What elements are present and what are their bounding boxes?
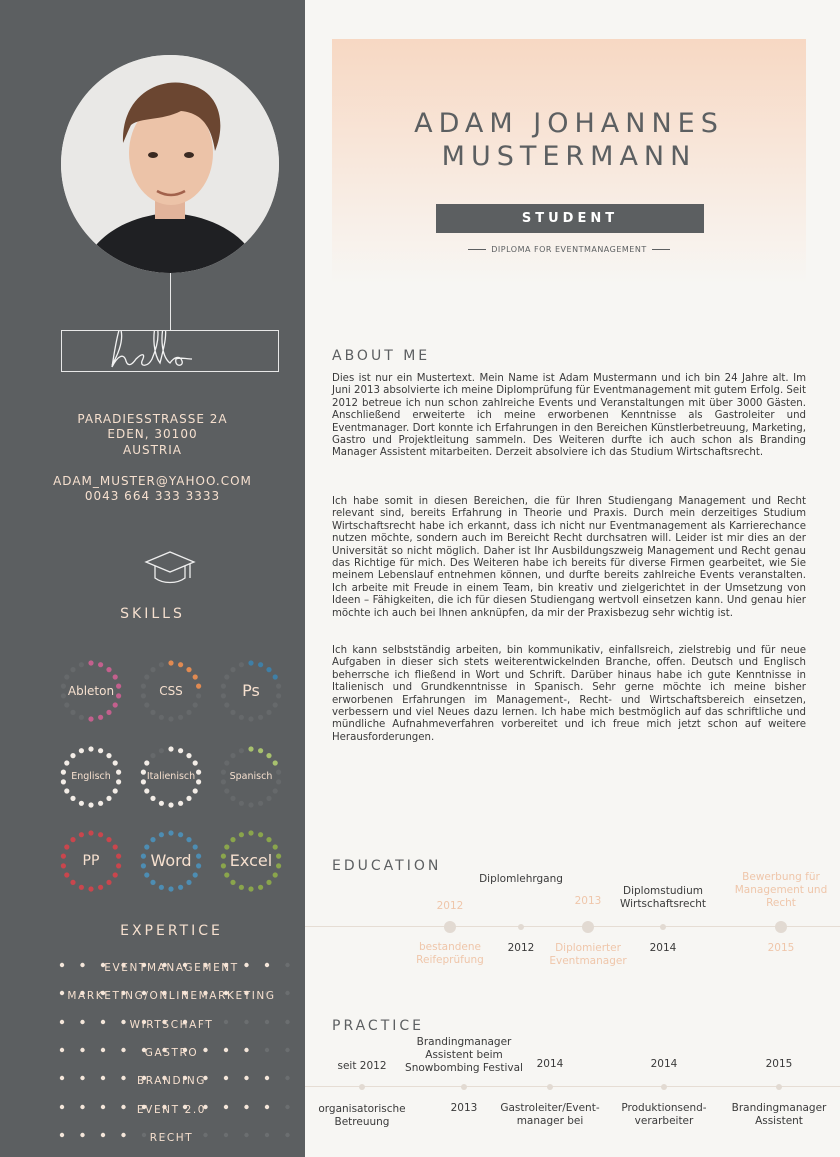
timeline-text: Brandingmanager Assistent (731, 1102, 827, 1127)
address-line-1: PARADIESSTRASSE 2A (77, 412, 228, 426)
expertise-label: EVENTMANAGEMENT (104, 962, 239, 974)
skill-label: CSS (159, 684, 183, 698)
full-name (332, 107, 806, 173)
skill-ring-englisch (59, 745, 123, 809)
timeline-year: 2015 (767, 942, 795, 954)
timeline-dot (661, 1084, 667, 1090)
timeline-dot (461, 1084, 467, 1090)
practice-title: PRACTICE (332, 1018, 425, 1034)
skill-label: Excel (229, 851, 273, 870)
timeline-year: 2013 (574, 895, 602, 907)
timeline-text: Brandingmanager Assistent beim Snowbombing Festival (405, 1036, 523, 1074)
timeline-dot (547, 1084, 553, 1090)
skill-label: Spanisch (229, 771, 273, 782)
phone-number[interactable]: 0043 664 333 3333 (84, 489, 221, 503)
skills-title: SKILLS (120, 606, 185, 622)
role-badge: STUDENT (436, 204, 704, 233)
practice-timeline-line (305, 1086, 840, 1087)
timeline-dot (444, 921, 456, 933)
timeline-year: 2014 (649, 942, 677, 954)
skill-ring-css (139, 659, 203, 723)
header-banner (332, 39, 806, 284)
timeline-text: organisatorische Betreuung (318, 1103, 406, 1128)
expertise-dots (59, 1124, 291, 1132)
about-paragraph-2: Ich habe somit in diesen Bereichen, die für Ihren Studiengang Management und Recht relevant sind, bereits Erfahrung in Theorie und Praxis. Durch mein derzeitiges Studium Wirtschaftsrecht habe ich erkannt, dass ich nicht nur Eventmanagement als Karrierechance nutzen möchte, sondern auch im Bereicht Recht durchsatren will. Leider ist mir dies an der Universität so nicht möglich. Daher ist Ihr Ausbildungszweig Management und Recht genau das Richtige für mich. Des Weiteren habe ich bereits für diverse Firmen gearbeitet, wie Sie meinem Lebenslauf entnehmen können, und durfte bereits zahlreiche Events veranstalten. Ich arbeite mit Freude in einem Team, bin kreativ und zielgerichtet in der Umsetzung von Ideen – Fähigkeiten, die ich für diesen Studiengang wertvoll einsetzen kann. Und genau hier möchte ich auch bei Ihnen anknüpfen, da mir der Praxisbezug sehr wichtig ist. (332, 496, 806, 619)
skill-ring-italienisch (139, 745, 203, 809)
expertise-dots (59, 1096, 291, 1104)
graduation-cap-icon (143, 548, 197, 592)
timeline-text: Bewerbung für Management und Recht (734, 871, 828, 909)
sidebar (0, 0, 305, 1157)
timeline-dot (775, 921, 787, 933)
hello-signature (62, 331, 278, 371)
timeline-dot (660, 924, 666, 930)
address-line-2: EDEN, 30100 (107, 427, 198, 441)
address-line-3: AUSTRIA (122, 443, 183, 457)
skill-label: Italienisch (146, 771, 196, 782)
timeline-dot (776, 1084, 782, 1090)
hello-box (61, 330, 279, 372)
timeline-year: 2013 (450, 1102, 478, 1114)
about-paragraph-1: Dies ist nur ein Mustertext. Mein Name ist Adam Mustermann und ich bin 24 Jahre alt. Im Juni 2013 absolvierte ich meine Diplomprüfung für Eventmanagement mit gutem Erfolg. Seit 2012 betreue ich nun schon zahlreiche Events und Veranstaltungen mit über 3000 Gästen. Anschließend erweiterte ich meine erworbenen Kenntnisse als Gastroleiter und Eventmanager. Dort konnte ich Erfahrungen in den Bereichen Künstlerbetreuung, Marketing, Gastro und Projektleitung sammeln. Des Weiteren durfte ich auch schon als Branding Manager Assistent mitarbeiten. Derzeit absolviere ich das Studium Wirtschaftsrecht. (332, 373, 806, 459)
expertise-dots (59, 1039, 291, 1047)
expertise-label: RECHT (149, 1131, 194, 1144)
timeline-text: Diplomierter Eventmanager (549, 942, 627, 967)
expertise-dots (59, 954, 291, 962)
expertise-label: MARKETING/ONLINEMARKETING (67, 990, 276, 1003)
skill-ring-ableton (59, 659, 123, 723)
diploma-caption: DIPLOMA FOR EVENTMANAGEMENT (332, 245, 806, 254)
timeline-year: seit 2012 (337, 1060, 387, 1072)
skill-label: Ps (242, 681, 260, 700)
skill-ring-pp (59, 829, 123, 893)
skill-label: Englisch (71, 771, 111, 782)
timeline-text: bestandene Reifeprüfung (416, 941, 484, 966)
skill-ring-word (139, 829, 203, 893)
expertise-dots (59, 1011, 291, 1019)
name-line-2: MUSTERMANN (441, 141, 697, 172)
expertise-label: GASTRO (144, 1046, 199, 1059)
timeline-text: Diplomlehrgang (479, 873, 563, 885)
timeline-year: 2012 (436, 900, 464, 912)
profile-photo (61, 55, 279, 273)
timeline-year: 2014 (650, 1058, 678, 1070)
timeline-dot (518, 924, 524, 930)
timeline-year: 2015 (765, 1058, 793, 1070)
education-timeline-line (305, 926, 840, 927)
connector-line (170, 273, 171, 330)
education-title: EDUCATION (332, 858, 442, 874)
expertise-label: EVENT 2.0 (136, 1103, 207, 1116)
timeline-year: 2012 (507, 942, 535, 954)
skill-ring-excel (219, 829, 283, 893)
timeline-dot (582, 921, 594, 933)
timeline-year: 2014 (536, 1058, 564, 1070)
about-title: ABOUT ME (332, 348, 431, 364)
expertise-dots (59, 982, 291, 990)
skill-ring-ps (219, 659, 283, 723)
timeline-text: Produktionsend- verarbeiter (621, 1102, 707, 1127)
name-line-1: ADAM JOHANNES (414, 108, 724, 139)
expertise-label: WIRTSCHAFT (129, 1018, 214, 1031)
expertise-label: BRANDING (136, 1075, 207, 1088)
skill-label: Ableton (67, 684, 115, 698)
expertise-dots (59, 1067, 291, 1075)
timeline-dot (359, 1084, 365, 1090)
about-paragraph-3: Ich kann selbstständig arbeiten, bin kommunikativ, einfallsreich, zielstrebig und für neue Aufgaben in dieser sich stets weiterentwickelnden Branche, offen. Deutsch und Englisch beherrsche ich fließend in Wort und Schrift. Darüber hinaus habe ich gute Kenntnisse in Italienisch und Grundkenntnisse in Spanisch. Sehr gerne möchte ich meine bisher erworbenen Erfahrungen im Management-, Recht- und Wirtschaftsbereich einsetzen, verbessern und viel Neues dazu lernen. Ich habe mich bestmöglich auf das schriftliche und mündliche Aufnahmeverfahren vorbereitet und ich freue mich jetzt schon auf weitere Herausforderungen. (332, 645, 806, 743)
expertice-title: EXPERTICE (120, 923, 223, 939)
skill-ring-spanisch (219, 745, 283, 809)
skill-label: Word (150, 851, 192, 870)
email-address[interactable]: ADAM_MUSTER@YAHOO.COM (53, 474, 252, 488)
timeline-text: Gastroleiter/Event- manager bei (500, 1102, 600, 1127)
skill-label: PP (82, 853, 100, 869)
timeline-text: Diplomstudium Wirtschaftsrecht (619, 885, 707, 910)
